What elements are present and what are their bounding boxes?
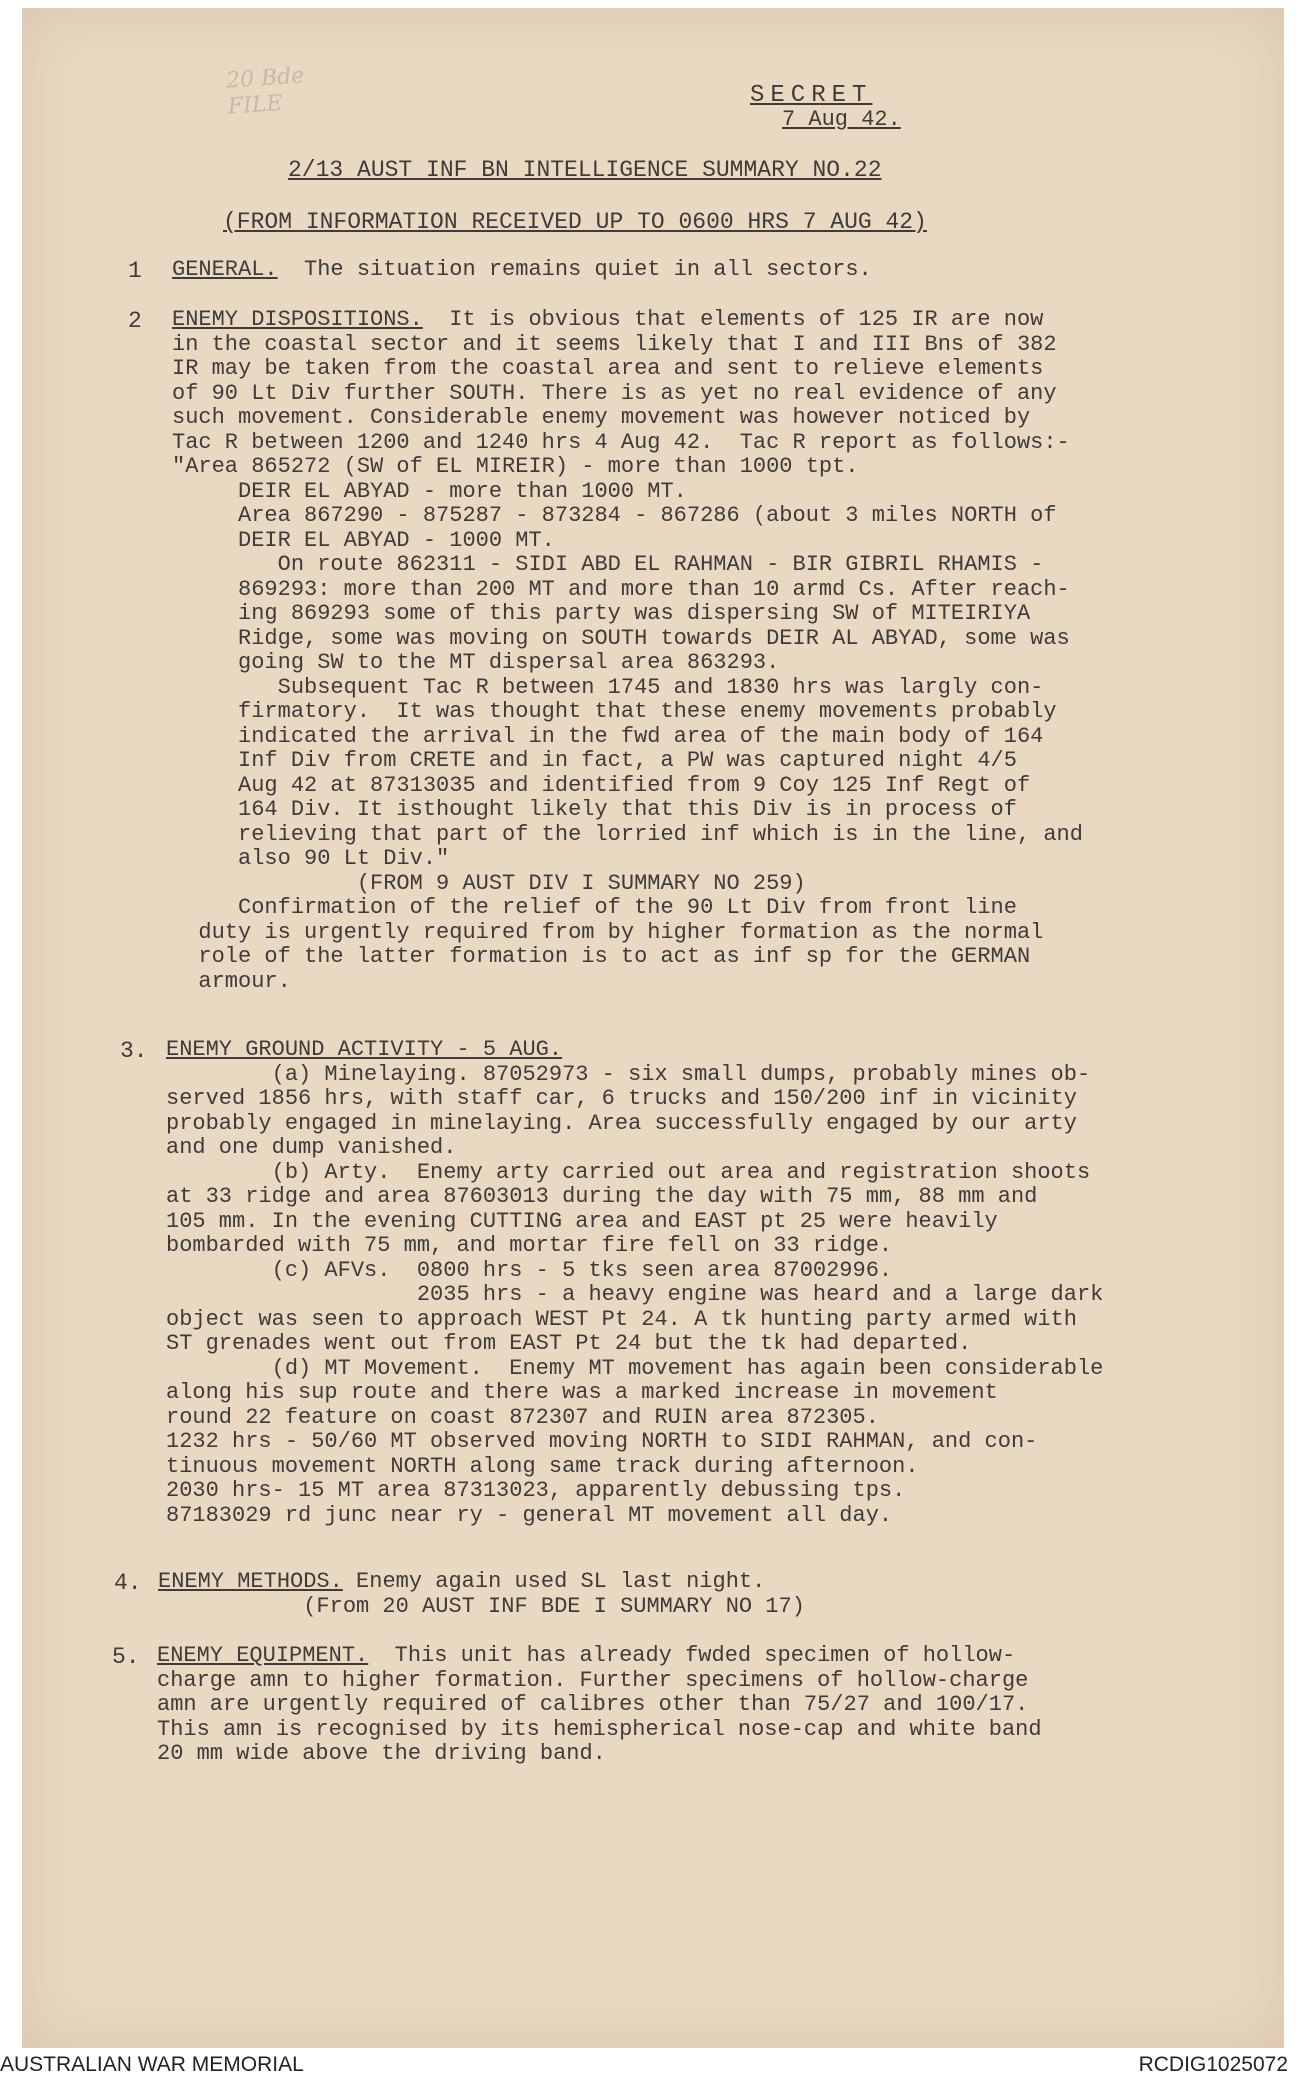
classification-date: 7 Aug 42. — [782, 107, 901, 132]
document-title: 2/13 AUST INF BN INTELLIGENCE SUMMARY NO.22 — [288, 157, 882, 183]
section-2 — [172, 308, 1083, 994]
section-2-number: 2 — [128, 308, 142, 334]
pencil-line-1: 20 Bde — [225, 63, 306, 94]
section-3-number: 3. — [120, 1038, 148, 1064]
section-1-heading: GENERAL. — [172, 257, 278, 282]
footer-archive-name: AUSTRALIAN WAR MEMORIAL — [0, 2053, 304, 2076]
section-2-heading: ENEMY DISPOSITIONS. — [172, 307, 423, 332]
section-1-number: 1 — [128, 258, 142, 284]
section-2-text: It is obvious that elements of 125 IR are now in the coastal sector and it seems likely that I and III Bns of 382 IR may be taken from the coastal area and sent to relieve elements of 90 Lt Div further SOUTH. There is as yet no real evidence of any such movement. Considerable enemy movement was however noticed by Tac R between 1200 and 1240 hrs 4 Aug 42. Tac R report as follows:- "Area 865272 (SW of EL MIREIR) - more than 1000 tpt. DEIR EL ABYAD - more than 1000 MT. Area 867290 - 875287 - 873284 - 867286 (about 3 miles NORTH of DEIR EL ABYAD - 1000 MT. On route 862311 - SIDI ABD EL RAHMAN - BIR GIBRIL RHAMIS - 869293: more than 200 MT and more than 10 armd Cs. After reach- ing 869293 some of this party was dispersing SW of MITEIRIYA Ridge, some was moving on SOUTH towards DEIR AL ABYAD, some was going SW to the MT dispersal area 863293. Subsequent Tac R between 1745 and 1830 hrs was largly con- firmatory. It was thought that these enemy movements probably indicated the arrival in the fwd area of the main body of 164 Inf Div from CRETE and in fact, a PW was captured night 4/5 Aug 42 at 87313035 and identified from 9 Coy 125 Inf Regt of 164 Div. It isthought likely that this Div is in process of relieving that part of the lorried inf which is in the line, and also 90 Lt Div." (FROM 9 AUST DIV I SUMMARY NO 259) Confirmation of the relief of the 90 Lt Div from front line duty is urgently required from by higher formation as the normal role of the latter formation is to act as inf sp for the GERMAN armour. — [172, 307, 1083, 994]
pencil-annotation — [225, 63, 307, 120]
section-4-text: Enemy again used SL last night. (From 20 AUST INF BDE I SUMMARY NO 17) — [303, 1569, 805, 1619]
section-3-heading: ENEMY GROUND ACTIVITY - 5 AUG. — [166, 1037, 563, 1062]
section-3 — [166, 1038, 1103, 1528]
footer-record-id: RCDIG1025072 — [1138, 2053, 1288, 2076]
section-5-number: 5. — [112, 1644, 140, 1670]
section-4-number: 4. — [114, 1570, 142, 1596]
section-4-heading: ENEMY METHODS. — [158, 1569, 343, 1594]
document-subtitle: (FROM INFORMATION RECEIVED UP TO 0600 HRS 7 AUG 42) — [223, 209, 927, 235]
section-1 — [172, 258, 872, 283]
archive-footer — [0, 2048, 1298, 2082]
section-3-text: (a) Minelaying. 87052973 - six small dumps, probably mines ob- served 1856 hrs, with staff car, 6 trucks and 150/200 inf in vicinity probably engaged in minelaying. Area successfully engaged by our arty and one dump vanished. (b) Arty. Enemy arty carried out area and registration shoots at 33 ridge and area 87603013 during the day with 75 mm, 88 mm and 105 mm. In the evening CUTTING area and EAST pt 25 were heavily bombarded with 75 mm, and mortar fire fell on 33 ridge. (c) AFVs. 0800 hrs - 5 tks seen area 87002996. 2035 hrs - a heavy engine was heard and a large dark object was seen to approach WEST Pt 24. A tk hunting party armed with ST grenades went out from EAST Pt 24 but the tk had departed. (d) MT Movement. Enemy MT movement has again been considerable along his sup route and there was a marked increase in movement round 22 feature on coast 872307 and RUIN area 872305. 1232 hrs - 50/60 MT observed moving NORTH to SIDI RAHMAN, and con- tinuous movement NORTH along same track during afternoon. 2030 hrs- 15 MT area 87313023, apparently debussing tps. 87183029 rd junc near ry - general MT movement all day. — [166, 1061, 1104, 1528]
section-5-text: This unit has already fwded specimen of hollow- charge amn to higher formation. Further specimens of hollow-charge amn are urgently required of calibres other than 75/27 and 100/17. This amn is recognised by its hemispherical nose-cap and white band 20 mm wide above the driving band. — [157, 1643, 1042, 1766]
section-1-text: The situation remains quiet in all sectors. — [277, 257, 872, 282]
classification-mark: SECRET — [750, 82, 873, 109]
pencil-line-2: FILE — [227, 90, 284, 120]
section-5-heading: ENEMY EQUIPMENT. — [157, 1643, 369, 1668]
section-4 — [158, 1570, 805, 1619]
section-5 — [157, 1644, 1042, 1767]
